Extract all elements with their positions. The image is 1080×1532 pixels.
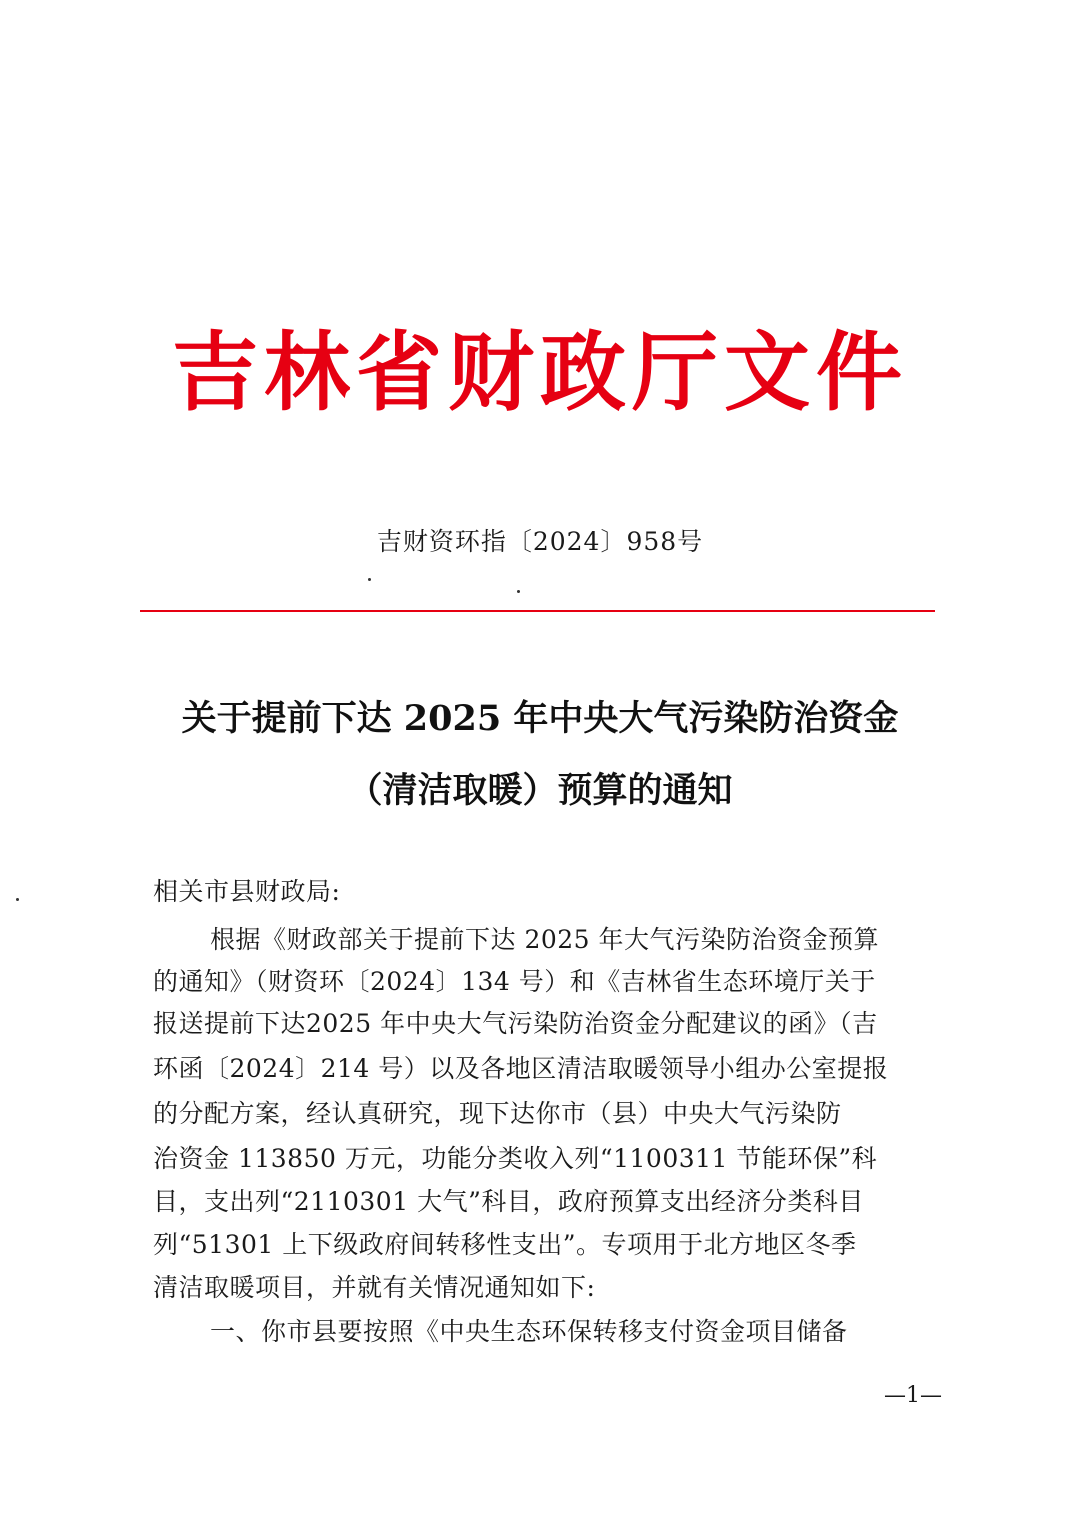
notice-title-line-2: （清洁取暖）预算的通知 xyxy=(347,770,733,811)
body-line: 治资金 113850 万元，功能分类收入列“1100311 节能环保”科 xyxy=(153,1144,878,1173)
salutation: 相关市县财政局: xyxy=(153,877,341,906)
scan-speck xyxy=(517,590,520,593)
scan-speck xyxy=(368,578,371,581)
page-number: —1— xyxy=(884,1383,942,1408)
body-line: 的通知》（财资环〔2024〕134 号）和《吉林省生态环境厅关于 xyxy=(153,967,876,996)
issuing-authority-header: 吉林省财政厅文件 xyxy=(172,322,908,423)
body-line: 目，支出列“2110301 大气”科目，政府预算支出经济分类科目 xyxy=(153,1187,864,1216)
scan-speck xyxy=(16,898,19,901)
red-divider-line xyxy=(140,610,935,612)
body-line: 的分配方案，经认真研究，现下达你市（县）中央大气污染防 xyxy=(153,1099,842,1128)
body-line: 根据《财政部关于提前下达 2025 年大气污染防治资金预算 xyxy=(210,925,880,954)
body-line: 一、你市县要按照《中央生态环保转移支付资金项目储备 xyxy=(210,1317,848,1346)
body-line: 清洁取暖项目，并就有关情况通知如下: xyxy=(153,1273,596,1302)
body-line: 列“51301 上下级政府间转移性支出”。专项用于北方地区冬季 xyxy=(153,1230,857,1259)
body-line: 报送提前下达2025 年中央大气污染防治资金分配建议的函》（吉 xyxy=(153,1009,878,1038)
document-number: 吉财资环指〔2024〕958号 xyxy=(376,527,704,556)
notice-title-line-1: 关于提前下达 2025 年中央大气污染防治资金 xyxy=(181,698,899,739)
body-line: 环函〔2024〕214 号）以及各地区清洁取暖领导小组办公室提报 xyxy=(153,1054,889,1083)
